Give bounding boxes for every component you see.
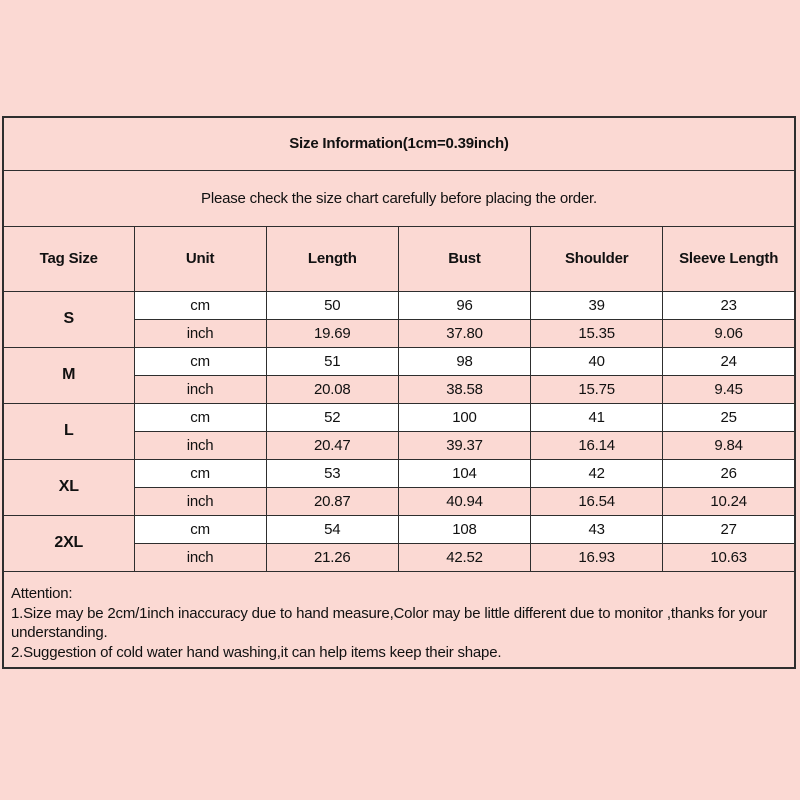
value-cell: 42 [531, 459, 663, 487]
value-cell: 19.69 [266, 319, 398, 347]
value-cell: 39 [531, 291, 663, 319]
value-cell: 100 [398, 403, 530, 431]
unit-cell: cm [134, 347, 266, 375]
table-row [3, 291, 795, 319]
value-cell: 16.14 [531, 431, 663, 459]
value-cell: 38.58 [398, 375, 530, 403]
tag-size-cell: S [3, 291, 134, 347]
unit-cell: cm [134, 403, 266, 431]
value-cell: 26 [663, 459, 795, 487]
value-cell: 53 [266, 459, 398, 487]
value-cell: 24 [663, 347, 795, 375]
value-cell: 10.63 [663, 543, 795, 571]
value-cell: 40 [531, 347, 663, 375]
value-cell: 39.37 [398, 431, 530, 459]
column-header-shoulder: Shoulder [531, 226, 663, 291]
value-cell: 108 [398, 515, 530, 543]
value-cell: 54 [266, 515, 398, 543]
unit-cell: inch [134, 543, 266, 571]
value-cell: 15.35 [531, 319, 663, 347]
value-cell: 37.80 [398, 319, 530, 347]
unit-cell: inch [134, 431, 266, 459]
value-cell: 50 [266, 291, 398, 319]
unit-cell: cm [134, 459, 266, 487]
value-cell: 20.47 [266, 431, 398, 459]
tag-size-cell: 2XL [3, 515, 134, 571]
size-information-table [2, 116, 796, 669]
attention-heading: Attention: [11, 585, 73, 602]
header-row [3, 226, 795, 291]
value-cell: 96 [398, 291, 530, 319]
value-cell: 42.52 [398, 543, 530, 571]
value-cell: 40.94 [398, 487, 530, 515]
value-cell: 27 [663, 515, 795, 543]
value-cell: 16.54 [531, 487, 663, 515]
unit-cell: cm [134, 515, 266, 543]
value-cell: 9.06 [663, 319, 795, 347]
value-cell: 41 [531, 403, 663, 431]
value-cell: 43 [531, 515, 663, 543]
tag-size-cell: L [3, 403, 134, 459]
attention-section [3, 571, 795, 668]
value-cell: 20.08 [266, 375, 398, 403]
value-cell: 9.45 [663, 375, 795, 403]
value-cell: 52 [266, 403, 398, 431]
value-cell: 98 [398, 347, 530, 375]
value-cell: 16.93 [531, 543, 663, 571]
unit-cell: inch [134, 375, 266, 403]
value-cell: 104 [398, 459, 530, 487]
value-cell: 21.26 [266, 543, 398, 571]
table-row [3, 459, 795, 487]
value-cell: 23 [663, 291, 795, 319]
column-header-tag-size: Tag Size [3, 226, 134, 291]
column-header-unit: Unit [134, 226, 266, 291]
table-row [3, 403, 795, 431]
value-cell: 51 [266, 347, 398, 375]
table-row [3, 515, 795, 543]
value-cell: 10.24 [663, 487, 795, 515]
attention-note: 1.Size may be 2cm/1inch inaccuracy due to hand measure,Color may be little different due to monitor ,thanks for your understanding. [11, 604, 768, 641]
tag-size-cell: XL [3, 459, 134, 515]
value-cell: 20.87 [266, 487, 398, 515]
unit-cell: inch [134, 487, 266, 515]
attention-note: 2.Suggestion of cold water hand washing,it can help items keep their shape. [11, 643, 502, 661]
column-header-bust: Bust [398, 226, 530, 291]
column-header-length: Length [266, 226, 398, 291]
value-cell: 25 [663, 403, 795, 431]
unit-cell: inch [134, 319, 266, 347]
column-header-sleeve-length: Sleeve Length [663, 226, 795, 291]
value-cell: 9.84 [663, 431, 795, 459]
tag-size-cell: M [3, 347, 134, 403]
table-title: Size Information(1cm=0.39inch) [3, 117, 795, 170]
table-row [3, 347, 795, 375]
table-subtitle: Please check the size chart carefully before placing the order. [3, 170, 795, 226]
unit-cell: cm [134, 291, 266, 319]
value-cell: 15.75 [531, 375, 663, 403]
